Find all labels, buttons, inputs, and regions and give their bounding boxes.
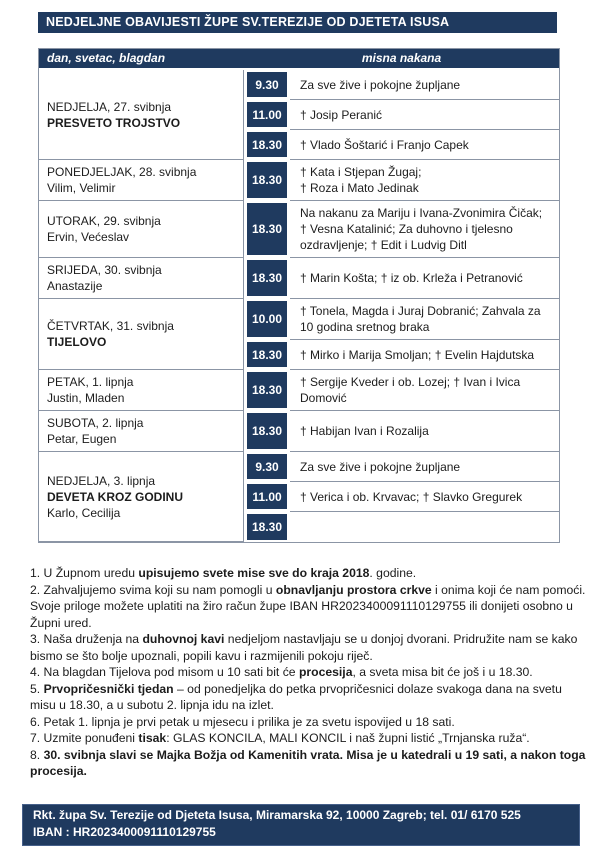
mass-intention: Za sve žive i pokojne župljane <box>290 452 559 482</box>
day-line: Karlo, Cecilija <box>47 505 121 520</box>
footer-address: Rkt. župa Sv. Terezije od Djeteta Isusa, Miramarska 92, 10000 Zagreb; tel. 01/ 6170 525 <box>33 807 521 822</box>
mass-row <box>39 370 559 411</box>
mass-time: 18.30 <box>247 342 287 367</box>
page-title: NEDJELJNE OBAVIJESTI ŽUPE SV.TEREZIJE OD DJETETA ISUSA <box>38 12 557 33</box>
day-line: Vilim, Velimir <box>47 181 116 195</box>
announcement-emphasis: tisak <box>138 731 167 745</box>
day-cell <box>39 70 244 160</box>
announcement-text: 1. U Župnom uredu <box>30 566 139 580</box>
mass-time: 18.30 <box>247 514 287 540</box>
day-line: Ervin, Većeslav <box>47 230 130 244</box>
mass-intention: Na nakanu za Mariju i Ivana-Zvonimira Čičak; † Vesna Katalinić; Za duhovno i tjelesno ozdravljenje; † Edit i Ludvig Ditl <box>290 201 559 258</box>
mass-time-cell <box>244 201 290 258</box>
mass-intention: † Verica i ob. Krvavac; † Slavko Gregurek <box>290 482 559 512</box>
day-line: DEVETA KROZ GODINU <box>47 489 184 504</box>
day-cell <box>39 160 244 201</box>
mass-time: 18.30 <box>247 162 287 198</box>
mass-time: 9.30 <box>247 454 287 479</box>
announcement-emphasis: procesija <box>298 665 353 679</box>
mass-time-cell <box>244 299 290 340</box>
day-line: TIJELOVO <box>47 335 107 349</box>
announcement-text: i onima koji će nam pomoći. Svoje priloge možete uplatiti na žiro račun župe IBAN HR2023400091110129755 ili donijeti osobno u Župni ured. <box>30 582 586 630</box>
mass-time: 18.30 <box>247 260 287 296</box>
footer-iban: IBAN : HR2023400091110129755 <box>33 824 216 839</box>
announcement-text: 4. Na blagdan Tijelova pod misom u 10 sati bit će <box>30 665 299 679</box>
mass-time-cell <box>244 70 290 100</box>
mass-time-cell <box>244 130 290 160</box>
announcements-list <box>30 565 588 780</box>
mass-schedule-table <box>38 48 560 543</box>
mass-time-cell <box>244 452 290 482</box>
mass-intention: † Habijan Ivan i Rozalija <box>290 411 559 452</box>
mass-intention: † Tonela, Magda i Juraj Dobranić; Zahvala za 10 godina sretnog braka <box>290 299 559 340</box>
announcement-emphasis: upisujemo svete mise sve do kraja 2018 <box>138 566 370 580</box>
day-cell <box>39 258 244 299</box>
mass-time: 10.00 <box>247 301 287 337</box>
column-header-intention: misna nakana <box>244 49 559 70</box>
announcement-text: 6. Petak 1. lipnja je prvi petak u mjesecu i prilika je za svetu ispovijed u 18 sati. <box>30 714 455 729</box>
mass-time-cell <box>244 370 290 411</box>
announcement-emphasis: duhovnoj kavi <box>142 632 225 646</box>
mass-time-cell <box>244 411 290 452</box>
column-header-day: dan, svetac, blagdan <box>39 49 244 70</box>
announcement-text: 2. Zahvaljujemo svima koji su nam pomogli u <box>30 582 276 597</box>
announcement-text: 8. <box>30 747 44 762</box>
mass-intention: † Marin Košta; † iz ob. Krleža i Petranović <box>290 258 559 299</box>
mass-intention: † Kata i Stjepan Žugaj; † Roza i Mato Jedinak <box>290 160 559 201</box>
day-line: PETAK, 1. lipnja <box>47 375 134 389</box>
day-line: NEDJELJA, 3. lipnja <box>47 473 156 488</box>
mass-intention <box>290 512 559 542</box>
mass-time: 18.30 <box>247 372 287 408</box>
day-line: Justin, Mladen <box>47 391 125 405</box>
day-line: UTORAK, 29. svibnja <box>47 214 161 228</box>
day-line: Petar, Eugen <box>47 432 117 446</box>
mass-time-cell <box>244 482 290 512</box>
mass-time: 11.00 <box>247 484 287 509</box>
day-line: NEDJELJA, 27. svibnja <box>47 99 172 114</box>
mass-row <box>39 201 559 258</box>
mass-time: 11.00 <box>247 102 287 127</box>
announcement-text: nedjeljom nastavljaju se u donjoj dvorani. Pridružite nam se kako bismo se što bolje upoznali, popili kavu i razmijenili pokoju riječ. <box>30 632 578 663</box>
announcement-text: : GLAS KONCILA, MALI KONCIL i naš župni listić „Trnjanska ruža“. <box>166 731 530 745</box>
mass-row <box>39 160 559 201</box>
day-line: PONEDJELJAK, 28. svibnja <box>47 165 197 179</box>
announcement-item <box>30 565 588 582</box>
day-cell <box>39 201 244 258</box>
announcement-emphasis: Prvopričesnički tjedan <box>43 681 174 696</box>
mass-time: 18.30 <box>247 203 287 255</box>
announcement-item <box>30 730 588 747</box>
mass-time-cell <box>244 100 290 130</box>
announcement-text: 3. Naša druženja na <box>30 632 143 646</box>
day-line: PRESVETO TROJSTVO <box>47 115 181 130</box>
announcement-item <box>30 681 588 714</box>
mass-time-cell <box>244 512 290 542</box>
day-cell <box>39 411 244 452</box>
mass-time-cell <box>244 340 290 370</box>
day-cell <box>39 299 244 370</box>
day-cell <box>39 452 244 542</box>
mass-intention: † Vlado Šoštarić i Franjo Capek <box>290 130 559 160</box>
announcement-text: . godine. <box>369 566 417 580</box>
announcement-item <box>30 631 588 664</box>
mass-intention: † Sergije Kveder i ob. Lozej; † Ivan i Ivica Domović <box>290 370 559 411</box>
mass-intention: Za sve žive i pokojne župljane <box>290 70 559 100</box>
day-cell <box>39 370 244 411</box>
announcement-text: 7. Uzmite ponuđeni <box>30 731 139 745</box>
mass-time: 18.30 <box>247 132 287 157</box>
mass-intention: † Josip Peranić <box>290 100 559 130</box>
announcement-item <box>30 747 588 780</box>
table-header-row <box>39 49 559 70</box>
announcement-emphasis: 30. svibnja slavi se Majka Božja od Kamenitih vrata. Misa je u katedrali u 19 sati, a nakon toga procesija. <box>30 747 586 778</box>
day-line: Anastazije <box>47 279 103 293</box>
mass-time: 18.30 <box>247 413 287 449</box>
mass-row <box>39 452 559 482</box>
mass-time-cell <box>244 258 290 299</box>
announcement-item <box>30 714 588 731</box>
announcement-item <box>30 582 588 632</box>
announcement-emphasis: obnavljanju prostora crkve <box>275 582 432 597</box>
mass-intention: † Mirko i Marija Smoljan; † Evelin Hajdutska <box>290 340 559 370</box>
mass-row <box>39 70 559 100</box>
announcement-text: 5. <box>30 681 44 696</box>
mass-table-body <box>39 70 559 542</box>
mass-row <box>39 258 559 299</box>
announcement-text: – od ponedjeljka do petka prvopričesnici dolaze svakoga dana na svetu misu u 18.30, a u subotu 2. lipnja idu na izlet. <box>30 681 562 712</box>
announcement-text: , a sveta misa bit će još i u 18.30. <box>352 665 533 679</box>
mass-time: 9.30 <box>247 72 287 97</box>
day-line: SRIJEDA, 30. svibnja <box>47 263 162 277</box>
footer-bar <box>22 804 580 846</box>
mass-time-cell <box>244 160 290 201</box>
day-line: SUBOTA, 2. lipnja <box>47 416 144 430</box>
day-line: ČETVRTAK, 31. svibnja <box>47 319 174 333</box>
mass-row <box>39 299 559 340</box>
announcement-item <box>30 664 588 681</box>
mass-row <box>39 411 559 452</box>
